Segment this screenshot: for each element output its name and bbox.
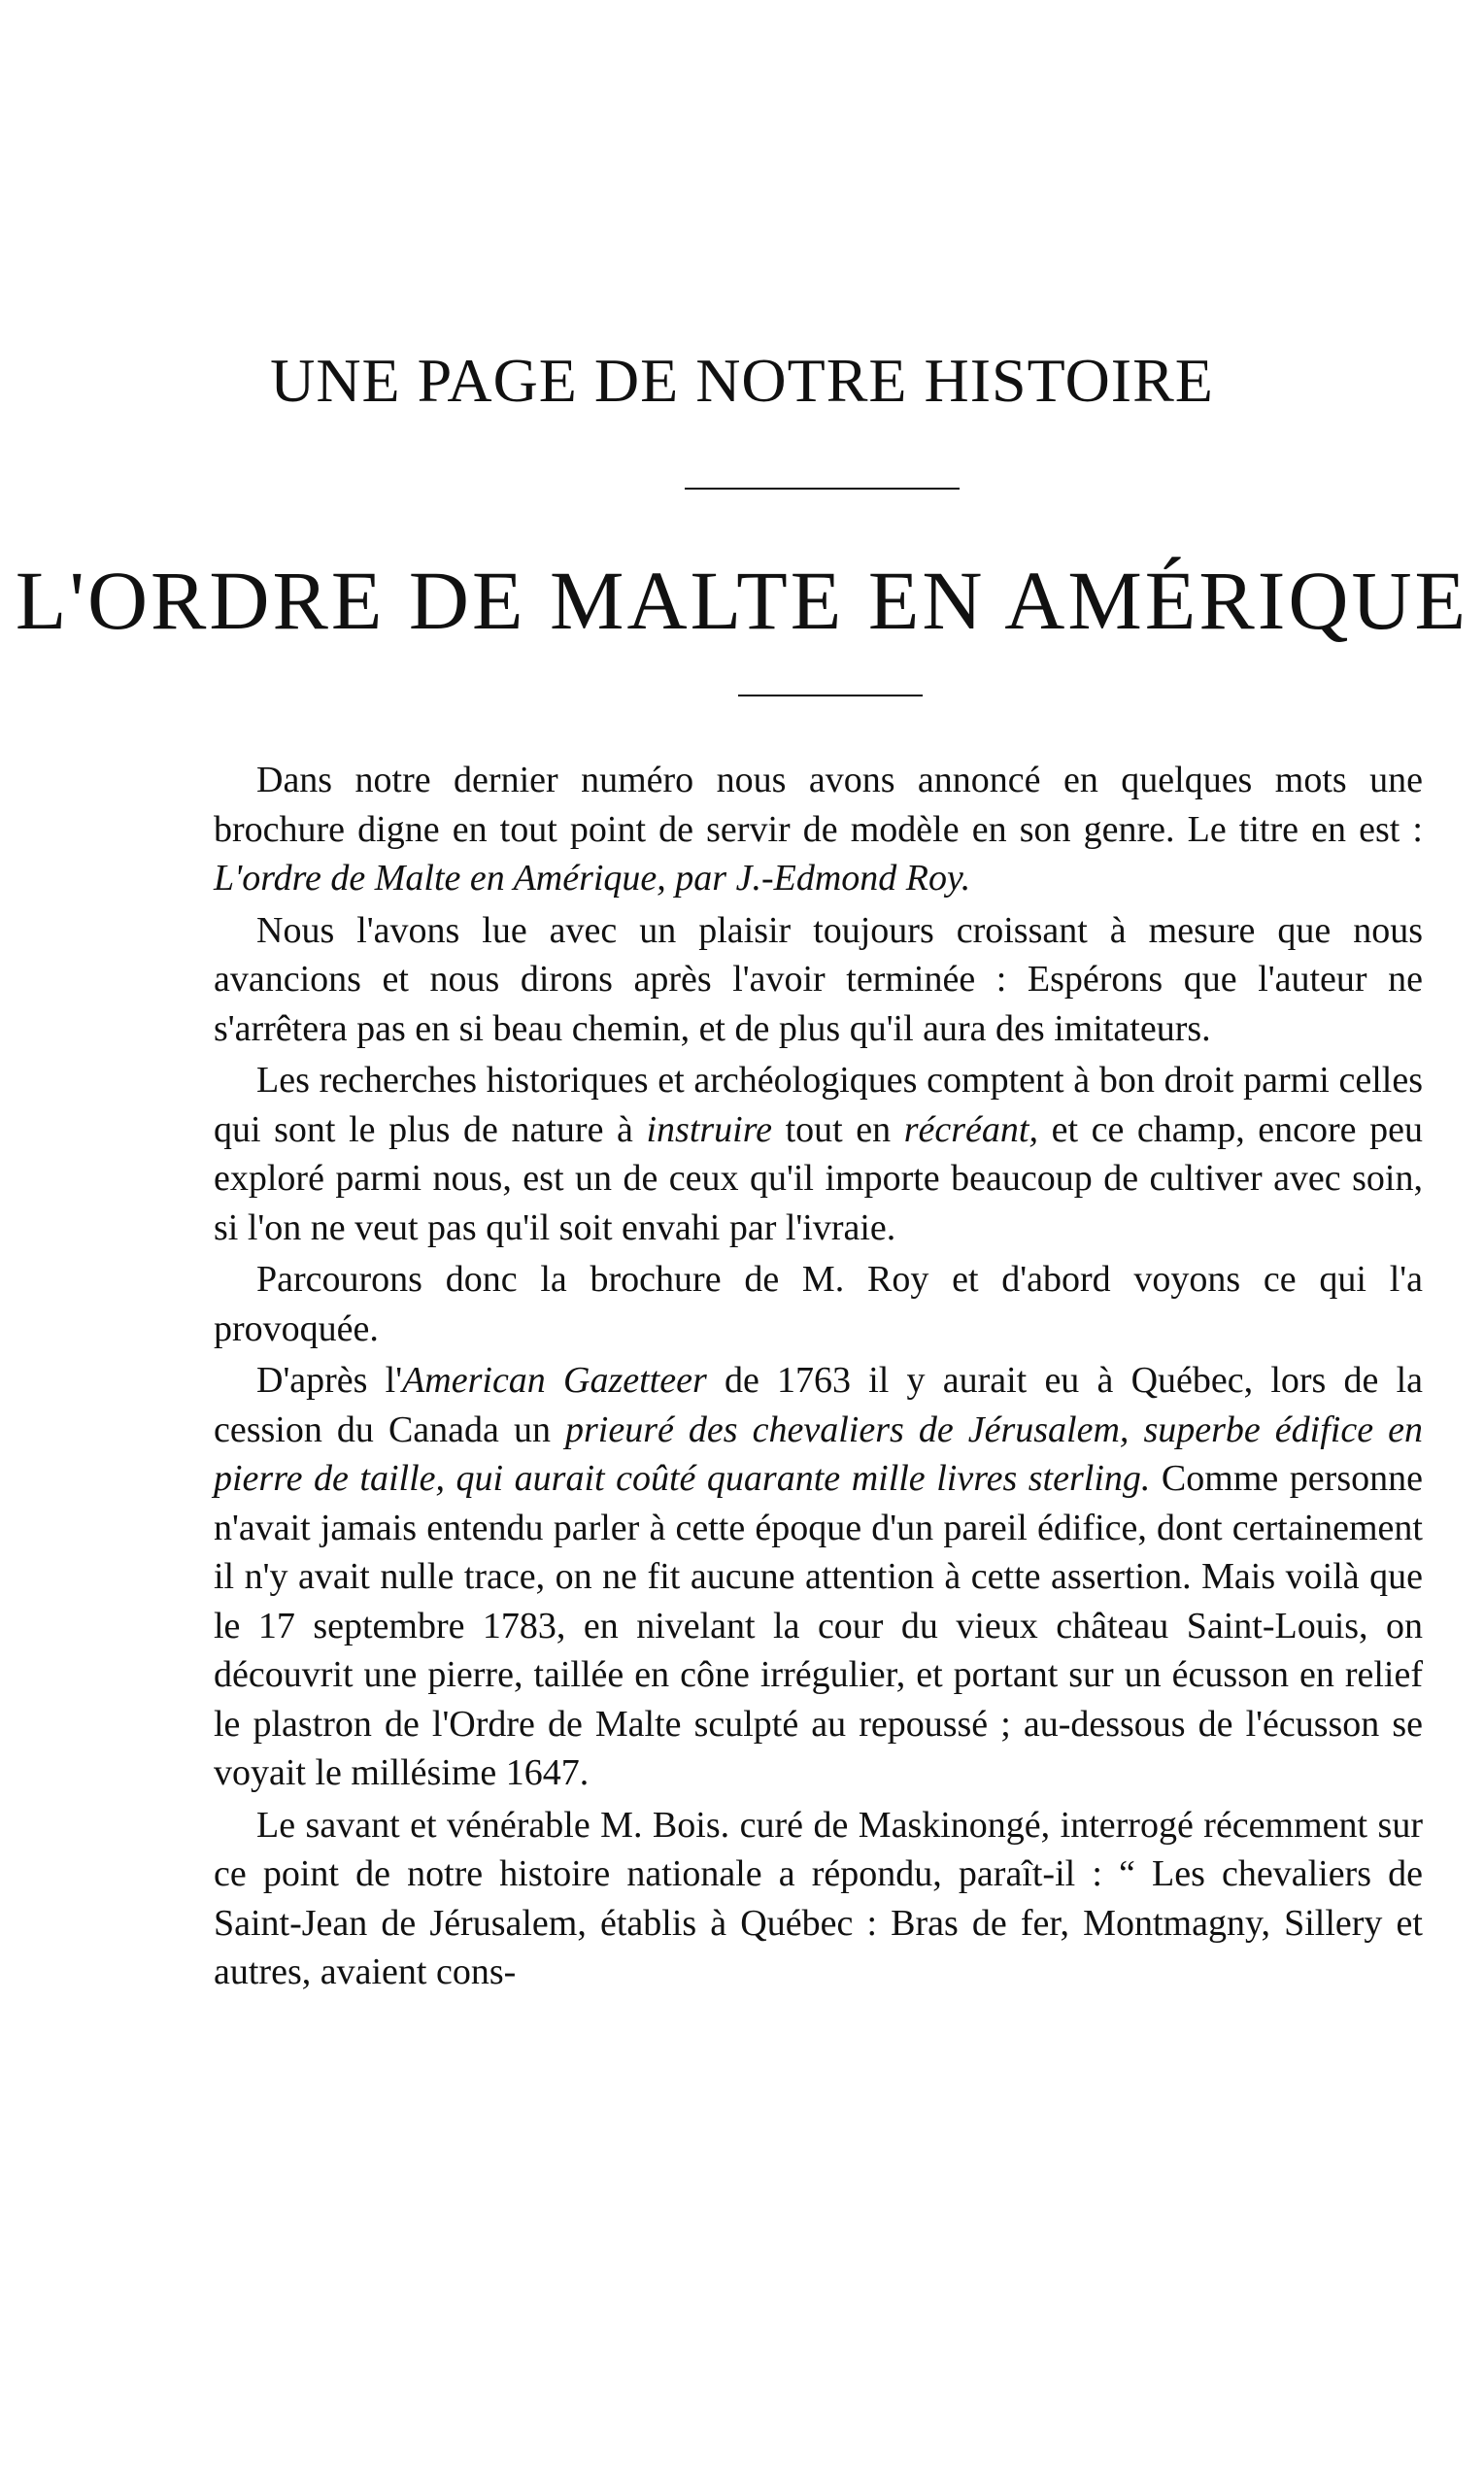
italic-recreant: récréant, xyxy=(903,1108,1038,1150)
header-rule xyxy=(685,488,960,490)
paragraph-5-text: D'après l' xyxy=(256,1360,403,1401)
paragraph-1-text: Dans notre dernier numéro nous avons annoncé en quelques mots une brochure digne en tout point de servir de modèle en son genre. Le titre en est : xyxy=(214,760,1423,850)
paragraph-4-text: Parcourons donc la brochure de M. Roy et d'abord voyons ce qui l'a provoquée. xyxy=(214,1259,1423,1349)
italic-american-gazetteer: American Gazetteer xyxy=(402,1360,707,1401)
paragraph-6 xyxy=(214,1801,1423,1997)
paragraph-2-text: Nous l'avons lue avec un plaisir toujours croissant à mesure que nous avancions et nous dirons après l'avoir terminée : Espérons que l'auteur ne s'arrêtera pas en si beau chemin, et de plus qu'il aura des imitateurs. xyxy=(214,909,1423,1049)
paragraph-5 xyxy=(214,1356,1423,1798)
italic-quotation: prieuré des chevaliers de Jérusalem, superbe édifice en pierre de taille, qui aurait coûté quarante mille livres sterling. xyxy=(214,1408,1423,1499)
paragraph-1 xyxy=(214,756,1423,903)
paragraph-3-text-2: tout en xyxy=(771,1108,904,1150)
paragraph-3-text: Les recherches historiques et archéologiques comptent à bon droit parmi celles qui sont le plus de nature à xyxy=(214,1060,1423,1150)
paragraph-3-text-3: et ce champ, encore peu exploré parmi nous, est un de ceux qu'il importe beaucoup de cultiver avec soin, si l'on ne veut pas qu'il soit envahi par l'ivraie. xyxy=(214,1108,1423,1248)
paragraph-5-text-2: de 1763 il y aurait eu à Québec, lors de la cession du Canada un xyxy=(214,1360,1424,1450)
paragraph-6-text: Le savant et vénérable M. Bois. curé de Maskinongé, interrogé récemment sur ce point de notre histoire nationale a répondu, paraît-il : “ Les chevaliers de Saint-Jean de Jérusalem, établis à Québec : Bras de fer, Montmagny, Sillery et autres, avaient cons- xyxy=(214,1804,1423,1992)
title-rule xyxy=(738,695,923,696)
book-title-italic: L'ordre de Malte en Amérique, par J.-Edmond Roy. xyxy=(214,858,971,899)
paragraph-3 xyxy=(214,1056,1423,1252)
running-header: UNE PAGE DE NOTRE HISTOIRE xyxy=(270,346,1214,415)
paragraph-2 xyxy=(214,906,1423,1054)
article-title: L'ORDRE DE MALTE EN AMÉRIQUE xyxy=(15,554,1469,647)
italic-instruire: instruire xyxy=(646,1108,772,1150)
paragraph-5-text-3: Comme personne n'avait jamais entendu parler à cette époque d'un pareil édifice, dont certainement il n'y avait nulle trace, on ne fit aucune attention à cette assertion. Mais voilà que le 17 septembre 1783, en nivelant la cour du vieux château Saint-Louis, on découvrit une pierre, taillée en cône irrégulier, et portant sur un écusson en relief le plastron de l'Ordre de Malte sculpté au repoussé ; au-dessous de l'écusson se voyait le millésime 1647. xyxy=(214,1458,1423,1793)
article-body xyxy=(214,756,1423,2000)
paragraph-4 xyxy=(214,1255,1423,1353)
